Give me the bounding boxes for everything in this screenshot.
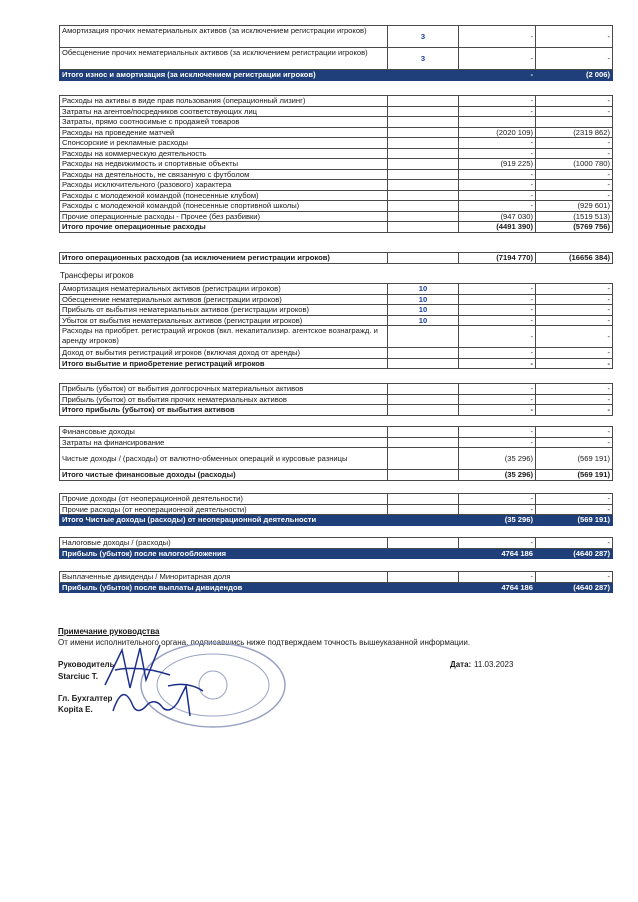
table-row [60, 437, 613, 448]
note-ref: 10 [388, 305, 459, 316]
note-ref [388, 538, 459, 549]
value-prior: (16656 384) [536, 253, 613, 264]
row-label: Итого износ и амортизация (за исключением регистрации игроков) [60, 70, 388, 81]
row-label: Финансовые доходы [60, 427, 388, 438]
table-row [60, 201, 613, 212]
note-ref [388, 222, 459, 233]
value-prior: - [536, 572, 613, 583]
row-label: Затраты, прямо соотносимые с продажей товаров [60, 117, 388, 128]
note-ref [388, 169, 459, 180]
value-current: - [459, 358, 536, 369]
note-ref: 10 [388, 315, 459, 326]
note-ref [388, 253, 459, 264]
value-current: - [459, 494, 536, 505]
value-current: 4764 186 [459, 582, 536, 593]
tax-table [59, 537, 613, 559]
table-row [60, 315, 613, 326]
table-row [60, 148, 613, 159]
total-row [60, 548, 613, 559]
value-prior: - [536, 437, 613, 448]
non-operating-table [59, 493, 613, 526]
subtotal-row [60, 470, 613, 481]
value-current: - [459, 294, 536, 305]
value-current: - [459, 106, 536, 117]
note-ref [388, 326, 459, 348]
value-prior: - [536, 180, 613, 191]
value-prior: (4640 287) [536, 548, 613, 559]
value-current: - [459, 201, 536, 212]
value-current: (35 296) [459, 470, 536, 481]
value-prior: - [536, 169, 613, 180]
table-row [60, 106, 613, 117]
value-current: (35 296) [459, 515, 536, 526]
section-title: Трансферы игроков [60, 271, 134, 280]
table-row [60, 159, 613, 170]
value-current: - [459, 148, 536, 159]
value-prior: (569 191) [536, 515, 613, 526]
row-label: Налоговые доходы / (расходы) [60, 538, 388, 549]
value-current: - [459, 348, 536, 359]
value-current: - [459, 394, 536, 405]
note-ref [388, 358, 459, 369]
note-ref [388, 348, 459, 359]
note-ref [388, 405, 459, 416]
row-label: Прибыль (убыток) после выплаты дивидендов [60, 582, 388, 593]
accountant-signature [108, 676, 208, 726]
table-row [60, 305, 613, 316]
note-ref [388, 190, 459, 201]
row-label: Убыток от выбытия нематериальных активов (регистрации игроков) [60, 315, 388, 326]
value-current: - [459, 572, 536, 583]
table-row [60, 504, 613, 515]
value-current: - [459, 384, 536, 395]
table-row [60, 211, 613, 222]
table-row [60, 384, 613, 395]
value-current: - [459, 138, 536, 149]
value-current: - [459, 437, 536, 448]
row-label: Итого операционных расходов (за исключением регистрации игроков) [60, 253, 388, 264]
value-current: - [459, 326, 536, 348]
row-label: Прибыль от выбытия нематериальных активов (регистрации игроков) [60, 305, 388, 316]
value-current: - [459, 427, 536, 438]
table-row [60, 427, 613, 438]
row-label: Обесценение нематериальных активов (регистрации игроков) [60, 294, 388, 305]
table-row [60, 448, 613, 470]
value-current: 4764 186 [459, 548, 536, 559]
value-prior: - [536, 48, 613, 70]
note-ref [388, 159, 459, 170]
note-ref: 10 [388, 294, 459, 305]
row-label: Прибыль (убыток) после налогообложения [60, 548, 388, 559]
director-title: Руководитель [58, 660, 115, 669]
value-prior: (1519 513) [536, 211, 613, 222]
row-label: Расходы с молодежной командой (понесенные клубом) [60, 190, 388, 201]
value-prior: (5769 756) [536, 222, 613, 233]
note-ref [388, 180, 459, 191]
row-label: Затраты на агентов/посредников соответствующих лиц [60, 106, 388, 117]
other-operating-expenses-table [59, 95, 613, 233]
note-ref [388, 427, 459, 438]
subtotal-row [60, 222, 613, 233]
subtotal-row [60, 405, 613, 416]
note-ref [388, 384, 459, 395]
note-ref [388, 106, 459, 117]
table-row [60, 169, 613, 180]
table-row [60, 96, 613, 107]
note-ref [388, 211, 459, 222]
value-prior: - [536, 96, 613, 107]
note-ref [388, 515, 459, 526]
note-ref [388, 437, 459, 448]
player-transfers-table [59, 283, 613, 369]
row-label: Доход от выбытия регистраций игроков (включая доход от аренды) [60, 348, 388, 359]
row-label: Расходы на недвижимость и спортивные объекты [60, 159, 388, 170]
table-row [60, 294, 613, 305]
dividends-table [59, 571, 613, 593]
value-prior: - [536, 494, 613, 505]
value-current: - [459, 538, 536, 549]
row-label: Прибыль (убыток) от выбытия прочих нематериальных активов [60, 394, 388, 405]
table-row [60, 127, 613, 138]
row-label: Выплаченные дивиденды / Миноритарная доля [60, 572, 388, 583]
value-prior: - [536, 384, 613, 395]
row-label: Итого выбытие и приобретение регистраций игроков [60, 358, 388, 369]
note-ref [388, 572, 459, 583]
table-row [60, 26, 613, 48]
subtotal-row [60, 358, 613, 369]
value-prior: - [536, 504, 613, 515]
row-label: Итого чистые финансовые доходы (расходы) [60, 470, 388, 481]
table-row [60, 117, 613, 128]
value-prior: - [536, 190, 613, 201]
note-ref [388, 148, 459, 159]
value-prior: - [536, 427, 613, 438]
value-current: - [459, 284, 536, 295]
row-label: Расходы с молодежной командой (понесенные спортивной школы) [60, 201, 388, 212]
note-ref [388, 201, 459, 212]
total-operating-table [59, 252, 613, 264]
row-label: Амортизация прочих нематериальных активов (за исключением регистрации игроков) [60, 26, 388, 48]
note-ref [388, 494, 459, 505]
row-label: Расходы на проведение матчей [60, 127, 388, 138]
row-label: Спонсорские и рекламные расходы [60, 138, 388, 149]
value-current: - [459, 169, 536, 180]
note-ref [388, 470, 459, 481]
value-prior: - [536, 148, 613, 159]
table-row [60, 284, 613, 295]
note-ref [388, 394, 459, 405]
value-current: - [459, 305, 536, 316]
note-ref [388, 448, 459, 470]
row-label: Расходы на коммерческую деятельность [60, 148, 388, 159]
row-label: Итого прочие операционные расходы [60, 222, 388, 233]
row-label: Затраты на финансирование [60, 437, 388, 448]
value-current: - [459, 48, 536, 70]
table-row [60, 48, 613, 70]
date-value: 11.03.2023 [474, 660, 514, 669]
value-current: (947 030) [459, 211, 536, 222]
row-label: Расходы на деятельность, не связанную с футболом [60, 169, 388, 180]
date-label: Дата: [450, 660, 472, 669]
value-prior: - [536, 405, 613, 416]
director-name: Starciuc T. [58, 672, 99, 681]
row-label: Прочие расходы (от неоперационной деятельности) [60, 504, 388, 515]
value-prior: - [536, 326, 613, 348]
table-row [60, 572, 613, 583]
note-ref [388, 127, 459, 138]
table-row [60, 538, 613, 549]
value-prior: (4640 287) [536, 582, 613, 593]
row-label: Итого прибыль (убыток) от выбытия активов [60, 405, 388, 416]
table-row [60, 180, 613, 191]
value-current: (919 225) [459, 159, 536, 170]
note-ref [388, 117, 459, 128]
value-prior: (569 191) [536, 448, 613, 470]
value-prior: - [536, 315, 613, 326]
table-row [60, 348, 613, 359]
value-current: - [459, 190, 536, 201]
management-note-title: Примечание руководства [58, 627, 160, 636]
row-label: Прибыль (убыток) от выбытия долгосрочных материальных активов [60, 384, 388, 395]
note-ref: 3 [388, 26, 459, 48]
value-prior: (2319 862) [536, 127, 613, 138]
table-row [60, 394, 613, 405]
value-prior: - [536, 106, 613, 117]
depreciation-table [59, 25, 613, 81]
note-ref [388, 504, 459, 515]
value-prior: - [536, 294, 613, 305]
value-current: (4491 390) [459, 222, 536, 233]
financial-income-table [59, 426, 613, 481]
total-row [60, 515, 613, 526]
note-ref [388, 548, 459, 559]
value-current: (35 296) [459, 448, 536, 470]
value-current: - [459, 96, 536, 107]
row-label: Расходы на активы в виде прав пользования (операционный лизинг) [60, 96, 388, 107]
value-current: - [459, 504, 536, 515]
asset-disposal-table [59, 383, 613, 416]
value-prior: - [536, 348, 613, 359]
note-ref [388, 96, 459, 107]
value-prior: (929 601) [536, 201, 613, 212]
value-current: - [459, 180, 536, 191]
value-prior: - [536, 284, 613, 295]
management-note-text: От имени исполнительного органа, подписавшись ниже подтверждаем точность вышеуказанной информации. [58, 638, 471, 647]
note-ref [388, 138, 459, 149]
value-current: (7194 770) [459, 253, 536, 264]
value-prior: (1000 780) [536, 159, 613, 170]
total-row [60, 70, 613, 81]
note-ref [388, 582, 459, 593]
value-current: - [459, 26, 536, 48]
value-current [459, 117, 536, 128]
value-prior: - [536, 394, 613, 405]
row-label: Итого Чистые доходы (расходы) от неоперационной деятельности [60, 515, 388, 526]
value-current: - [459, 70, 536, 81]
total-row [60, 582, 613, 593]
total-row [60, 253, 613, 264]
value-current: - [459, 315, 536, 326]
row-label: Обесценение прочих нематериальных активов (за исключением регистрации игроков) [60, 48, 388, 70]
row-label: Расходы на приобрет. регистраций игроков (вкл. некапитализир. агентское вознагражд. и аренду игроков) [60, 326, 388, 348]
value-current: (2020 109) [459, 127, 536, 138]
value-prior: (2 006) [536, 70, 613, 81]
table-row [60, 138, 613, 149]
note-ref [388, 70, 459, 81]
row-label: Чистые доходы / (расходы) от валютно-обменных операций и курсовые разницы [60, 448, 388, 470]
table-row [60, 326, 613, 348]
note-ref: 10 [388, 284, 459, 295]
row-label: Расходы исключительного (разового) характера [60, 180, 388, 191]
value-prior: - [536, 538, 613, 549]
row-label: Амортизация нематериальных активов (регистрации игроков) [60, 284, 388, 295]
value-prior [536, 117, 613, 128]
accountant-name: Kopita E. [58, 705, 93, 714]
value-prior: - [536, 26, 613, 48]
table-row [60, 190, 613, 201]
value-prior: - [536, 138, 613, 149]
value-prior: - [536, 358, 613, 369]
value-current: - [459, 405, 536, 416]
row-label: Прочие доходы (от неоперационной деятельности) [60, 494, 388, 505]
row-label: Прочие операционные расходы - Прочее (без разбивки) [60, 211, 388, 222]
table-row [60, 494, 613, 505]
value-prior: - [536, 305, 613, 316]
value-prior: (569 191) [536, 470, 613, 481]
note-ref: 3 [388, 48, 459, 70]
accountant-title: Гл. Бухгалтер [58, 694, 113, 703]
